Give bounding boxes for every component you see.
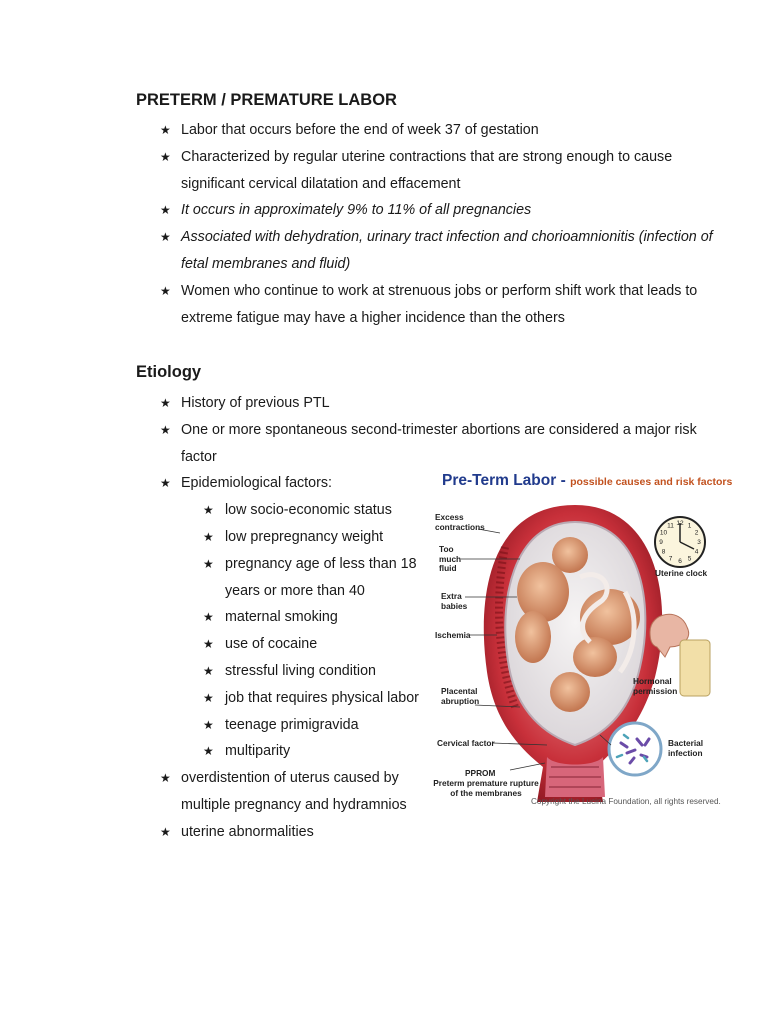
label-excess-contractions: Excess contractions xyxy=(435,512,485,532)
list-item: ★ Women who continue to work at strenuous jobs or perform shift work that leads to extreme fatigue may have a higher incidence than the others xyxy=(160,278,720,332)
list-item: ★ Labor that occurs before the end of week 37 of gestation xyxy=(160,117,720,144)
preterm-bullet-list xyxy=(160,117,720,331)
star-bullet-icon: ★ xyxy=(203,610,214,625)
clock-number: 12 xyxy=(676,520,684,527)
label-ischemia: Ischemia xyxy=(435,630,471,640)
clock-number: 1 xyxy=(687,522,692,530)
star-bullet-icon: ★ xyxy=(160,824,171,839)
sub-list-item: ★ maternal smoking xyxy=(203,604,760,631)
star-bullet-icon: ★ xyxy=(203,690,214,705)
label-placental-abruption: Placental abruption xyxy=(441,686,480,706)
star-bullet-icon: ★ xyxy=(160,283,171,298)
clock-number: 3 xyxy=(697,539,701,546)
clock-number: 6 xyxy=(678,558,682,565)
star-bullet-icon: ★ xyxy=(160,396,171,410)
list-item: ★ uterine abnormalities xyxy=(160,819,760,846)
clock-number: 11 xyxy=(667,522,674,530)
figure-title: Pre-Term Labor - possible causes and risk factors xyxy=(442,472,733,489)
star-bullet-icon: ★ xyxy=(160,123,171,137)
sub-list-item: ★ multiparity xyxy=(203,738,760,765)
label-too-much-fluid: Too much fluid xyxy=(439,544,462,573)
clock-number: 2 xyxy=(694,529,699,537)
sub-list-item: ★ low socio-economic status xyxy=(203,497,760,524)
star-bullet-icon: ★ xyxy=(160,149,171,164)
star-bullet-icon: ★ xyxy=(160,771,171,786)
star-bullet-icon: ★ xyxy=(203,556,214,571)
star-bullet-icon: ★ xyxy=(160,422,171,437)
bacteria-icon xyxy=(609,723,661,775)
list-item: ★ Associated with dehydration, urinary tract infection and chorioamnionitis (infection of fetal membranes and fluid) xyxy=(160,224,720,278)
star-bullet-icon: ★ xyxy=(203,529,214,544)
sub-list-item: ★ pregnancy age of less than 18 years or more than 40 xyxy=(203,551,440,605)
star-bullet-icon: ★ xyxy=(203,744,214,759)
star-bullet-icon: ★ xyxy=(203,503,214,518)
clock-number: 8 xyxy=(661,548,666,556)
sub-list-item: ★ low prepregnancy weight xyxy=(203,524,760,551)
list-item: ★ One or more spontaneous second-trimester abortions are considered a major risk factor xyxy=(160,417,701,471)
label-extra-babies: Extra babies xyxy=(441,591,468,611)
list-item: ★ Epidemiological factors: ★ low socio-economic status ★ low prepregnancy weight ★ pregnancy age of less than 18 years or more than 40 ★ maternal smoking ★ use of cocaine ★ stressful living condition ★ job that requires physical labor ★ teenage primigravida ★ multiparity xyxy=(160,470,760,765)
section-title-etiology: Etiology xyxy=(136,363,202,381)
label-uterine-clock: Uterine clock xyxy=(655,568,708,578)
label-pprom-description: Preterm premature rupture of the membranes xyxy=(433,778,539,798)
sub-list-item: ★ stressful living condition xyxy=(203,658,760,685)
list-item: ★ It occurs in approximately 9% to 11% of all pregnancies xyxy=(160,197,720,224)
sub-list-item: ★ use of cocaine xyxy=(203,631,760,658)
star-bullet-icon: ★ xyxy=(160,203,171,218)
star-bullet-icon: ★ xyxy=(160,230,171,245)
star-bullet-icon: ★ xyxy=(160,476,171,491)
section-title-preterm: PRETERM / PREMATURE LABOR xyxy=(136,91,397,109)
sub-list-item: ★ job that requires physical labor xyxy=(203,685,440,712)
star-bullet-icon: ★ xyxy=(203,637,214,652)
clock-number: 10 xyxy=(659,529,668,537)
clock-number: 4 xyxy=(694,548,699,556)
star-bullet-icon: ★ xyxy=(203,663,214,678)
list-item: ★ History of previous PTL xyxy=(160,390,760,417)
preterm-labor-illustration xyxy=(425,467,733,817)
star-bullet-icon: ★ xyxy=(203,717,214,732)
figure-copyright: Copyright the Lucina Foundation, all rights reserved. xyxy=(531,797,721,806)
sub-list-item: ★ teenage primigravida xyxy=(203,712,760,739)
list-item: ★ Characterized by regular uterine contractions that are strong enough to cause significant cervical dilatation and effacement xyxy=(160,144,720,198)
label-cervical-factor: Cervical factor xyxy=(437,738,495,748)
clock-number: 5 xyxy=(687,555,692,563)
label-hormonal-permission: Hormonal permission xyxy=(633,676,678,696)
clock-number: 9 xyxy=(659,539,663,546)
label-bacterial-infection: Bacterial infection xyxy=(668,738,704,758)
list-item: ★ overdistention of uterus caused by multiple pregnancy and hydramnios xyxy=(160,765,441,819)
label-pprom: PPROM xyxy=(465,768,496,778)
clock-number: 7 xyxy=(668,555,673,563)
